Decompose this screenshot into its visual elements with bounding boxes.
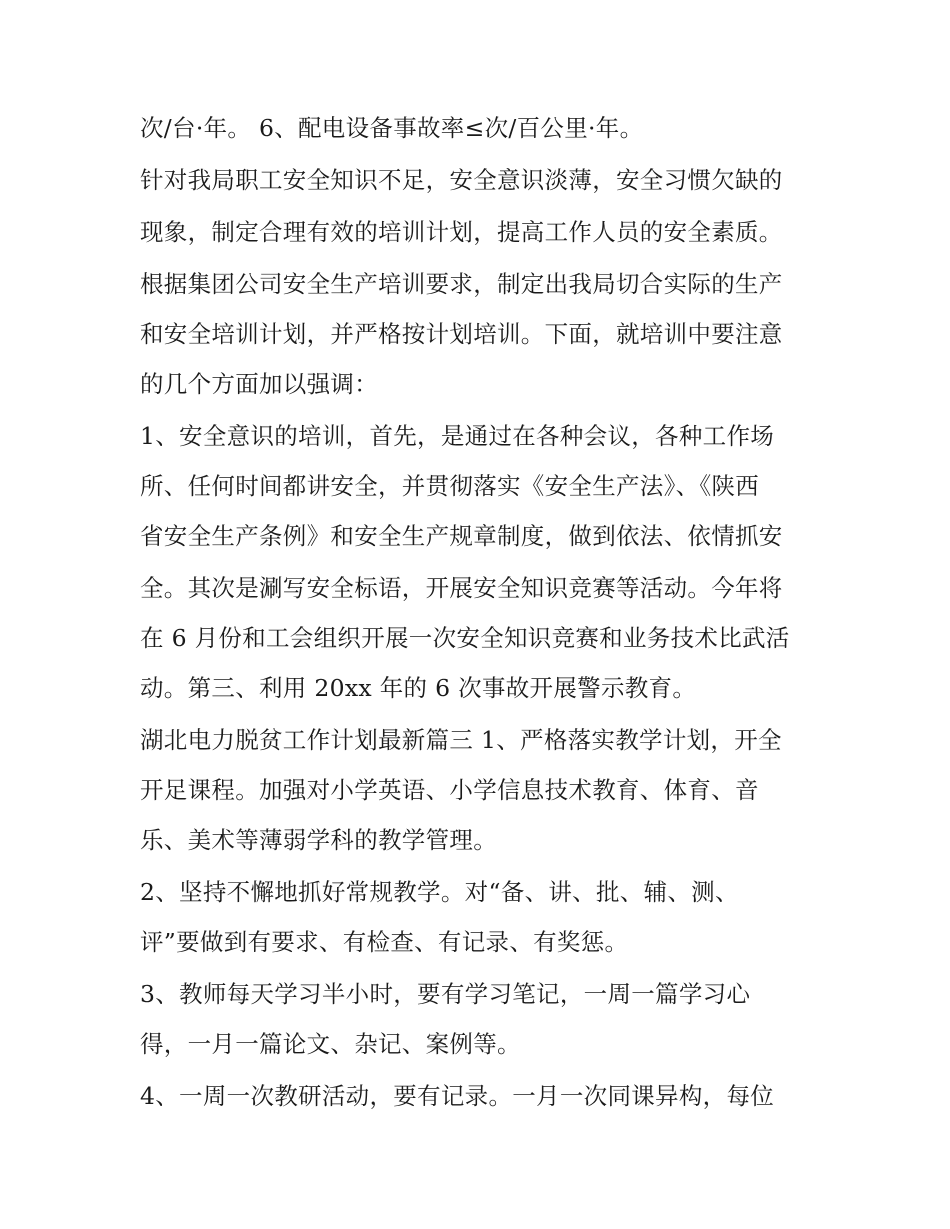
text-line: 省安全生产条例》和安全生产规章制度，做到依法、依情抓安 [140, 522, 783, 550]
text-line: 所、任何时间都讲安全，并贯彻落实《安全生产法》、《陕西 [140, 472, 760, 500]
text-line: 乐、美术等薄弱学科的教学管理。 [140, 826, 497, 854]
text-line: 在 6 月份和工会组织开展一次安全知识竞赛和业务技术比武活 [140, 624, 790, 652]
text-line: 2、坚持不懈地抓好常规教学。对“备、讲、批、辅、测、 [140, 878, 739, 906]
text-line: 和安全培训计划，并严格按计划培训。下面，就培训中要注意 [140, 320, 783, 348]
text-line: 次/台·年。 6、配电设备事故率≤次/百公里·年。 [140, 114, 644, 142]
text-line: 开足课程。加强对小学英语、小学信息技术教育、体育、音 [140, 776, 759, 804]
text-line: 全。其次是涮写安全标语，开展安全知识竞赛等活动。今年将 [140, 574, 783, 602]
text-line: 的几个方面加以强调： [140, 370, 378, 398]
text-line: 动。第三、利用 20xx 年的 6 次事故开展警示教育。 [140, 674, 697, 702]
text-line: 4、一周一次教研活动，要有记录。一月一次同课异构，每位 [140, 1082, 775, 1110]
text-line: 3、教师每天学习半小时，要有学习笔记，一周一篇学习心 [140, 980, 751, 1008]
text-line: 根据集团公司安全生产培训要求，制定出我局切合实际的生产 [140, 270, 783, 298]
text-line: 湖北电力脱贫工作计划最新篇三 1、严格落实教学计划，开全 [140, 726, 782, 754]
text-line: 1、安全意识的培训，首先，是通过在各种会议，各种工作场 [140, 422, 775, 450]
text-line: 评”要做到有要求、有检查、有记录、有奖惩。 [140, 928, 629, 956]
text-line: 得，一月一篇论文、杂记、案例等。 [140, 1030, 521, 1058]
text-line: 现象，制定合理有效的培训计划，提高工作人员的安全素质。 [140, 218, 783, 246]
text-line: 针对我局职工安全知识不足，安全意识淡薄，安全习惯欠缺的 [140, 166, 783, 194]
